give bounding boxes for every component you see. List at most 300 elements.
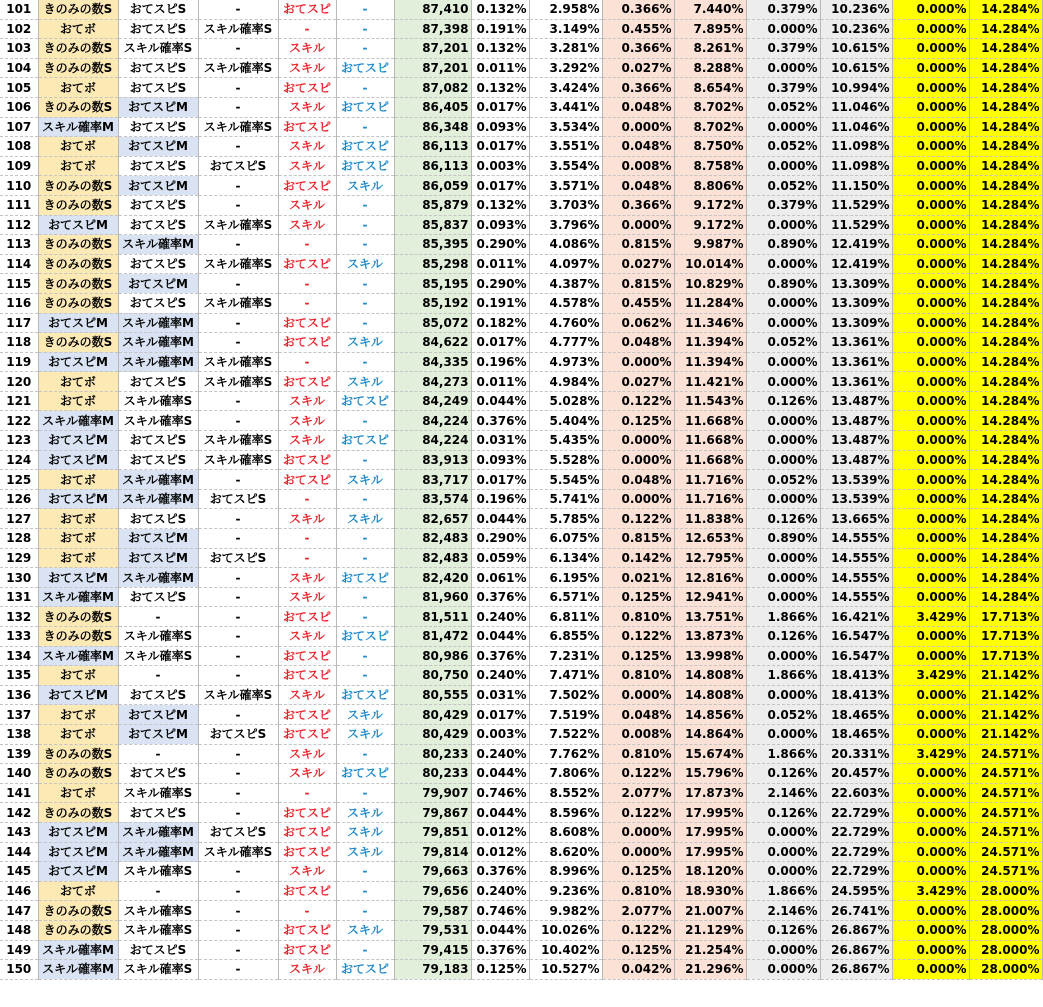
probability-d-cell[interactable]: 0.000% (892, 235, 969, 255)
nature-down-cell[interactable]: - (336, 39, 394, 59)
row-number-cell[interactable]: 146 (0, 881, 38, 901)
probability-d-cell[interactable]: 0.000% (892, 195, 969, 215)
probability-cell[interactable]: 0.290% (471, 274, 529, 294)
probability-d-cell[interactable]: 0.000% (892, 940, 969, 960)
nature-up-cell[interactable]: おてスピ (278, 842, 336, 862)
probability-cell[interactable]: 0.240% (471, 881, 529, 901)
row-number-cell[interactable]: 147 (0, 901, 38, 921)
probability-b-cell[interactable]: 0.125% (602, 587, 674, 607)
skill-slot-3-cell[interactable]: スキル確率S (198, 685, 278, 705)
skill-slot-3-cell[interactable]: おてスピS (198, 489, 278, 509)
probability-d-cell[interactable]: 0.000% (892, 450, 969, 470)
score-cell[interactable]: 79,814 (394, 842, 471, 862)
cumulative-probability-d-cell[interactable]: 28.000% (969, 920, 1042, 940)
cumulative-probability-b-cell[interactable]: 7.440% (674, 0, 746, 19)
skill-slot-1-cell[interactable]: おてボ (38, 137, 118, 157)
probability-d-cell[interactable]: 0.000% (892, 313, 969, 333)
probability-b-cell[interactable]: 0.027% (602, 372, 674, 392)
probability-cell[interactable]: 0.376% (471, 411, 529, 431)
skill-slot-1-cell[interactable]: きのみの数S (38, 333, 118, 353)
cumulative-probability-cell[interactable]: 6.075% (529, 529, 602, 549)
skill-slot-1-cell[interactable]: おてボ (38, 548, 118, 568)
cumulative-probability-b-cell[interactable]: 11.421% (674, 372, 746, 392)
skill-slot-2-cell[interactable]: おてスピM (118, 137, 198, 157)
cumulative-probability-b-cell[interactable]: 14.808% (674, 666, 746, 686)
skill-slot-2-cell[interactable]: おてスピM (118, 724, 198, 744)
nature-up-cell[interactable]: - (278, 274, 336, 294)
skill-slot-1-cell[interactable]: スキル確率M (38, 646, 118, 666)
cumulative-probability-c-cell[interactable]: 22.729% (820, 842, 892, 862)
skill-slot-2-cell[interactable]: スキル確率S (118, 627, 198, 647)
cumulative-probability-c-cell[interactable]: 13.487% (820, 450, 892, 470)
row-number-cell[interactable]: 144 (0, 842, 38, 862)
cumulative-probability-d-cell[interactable]: 14.284% (969, 450, 1042, 470)
probability-c-cell[interactable]: 0.000% (746, 724, 820, 744)
nature-up-cell[interactable]: おてスピ (278, 822, 336, 842)
probability-c-cell[interactable]: 0.126% (746, 627, 820, 647)
nature-down-cell[interactable]: - (336, 195, 394, 215)
cumulative-probability-c-cell[interactable]: 20.457% (820, 764, 892, 784)
nature-down-cell[interactable]: スキル (336, 254, 394, 274)
row-number-cell[interactable]: 136 (0, 685, 38, 705)
skill-slot-3-cell[interactable]: おてスピS (198, 548, 278, 568)
nature-up-cell[interactable]: スキル (278, 195, 336, 215)
cumulative-probability-c-cell[interactable]: 11.150% (820, 176, 892, 196)
skill-slot-2-cell[interactable]: おてスピS (118, 372, 198, 392)
cumulative-probability-c-cell[interactable]: 13.539% (820, 470, 892, 490)
cumulative-probability-b-cell[interactable]: 14.808% (674, 685, 746, 705)
probability-cell[interactable]: 0.093% (471, 215, 529, 235)
cumulative-probability-c-cell[interactable]: 10.615% (820, 58, 892, 78)
cumulative-probability-b-cell[interactable]: 15.796% (674, 764, 746, 784)
cumulative-probability-d-cell[interactable]: 24.571% (969, 842, 1042, 862)
skill-slot-1-cell[interactable]: おてボ (38, 705, 118, 725)
cumulative-probability-c-cell[interactable]: 18.413% (820, 685, 892, 705)
cumulative-probability-b-cell[interactable]: 12.795% (674, 548, 746, 568)
nature-up-cell[interactable]: おてスピ (278, 176, 336, 196)
probability-d-cell[interactable]: 0.000% (892, 176, 969, 196)
probability-c-cell[interactable]: 0.052% (746, 333, 820, 353)
cumulative-probability-c-cell[interactable]: 14.555% (820, 587, 892, 607)
nature-up-cell[interactable]: スキル (278, 156, 336, 176)
probability-d-cell[interactable]: 0.000% (892, 19, 969, 39)
cumulative-probability-cell[interactable]: 2.958% (529, 0, 602, 19)
cumulative-probability-d-cell[interactable]: 17.713% (969, 627, 1042, 647)
cumulative-probability-c-cell[interactable]: 22.603% (820, 783, 892, 803)
skill-slot-1-cell[interactable]: きのみの数S (38, 235, 118, 255)
probability-c-cell[interactable]: 0.000% (746, 940, 820, 960)
cumulative-probability-cell[interactable]: 3.292% (529, 58, 602, 78)
skill-slot-1-cell[interactable]: きのみの数S (38, 803, 118, 823)
skill-slot-3-cell[interactable]: - (198, 568, 278, 588)
probability-b-cell[interactable]: 0.000% (602, 450, 674, 470)
nature-up-cell[interactable]: スキル (278, 509, 336, 529)
row-number-cell[interactable]: 107 (0, 117, 38, 137)
skill-slot-1-cell[interactable]: きのみの数S (38, 195, 118, 215)
nature-up-cell[interactable]: - (278, 548, 336, 568)
nature-up-cell[interactable]: スキル (278, 58, 336, 78)
cumulative-probability-b-cell[interactable]: 11.668% (674, 411, 746, 431)
probability-b-cell[interactable]: 0.000% (602, 489, 674, 509)
cumulative-probability-b-cell[interactable]: 12.941% (674, 587, 746, 607)
nature-up-cell[interactable]: おてスピ (278, 803, 336, 823)
nature-down-cell[interactable]: - (336, 450, 394, 470)
probability-c-cell[interactable]: 0.890% (746, 274, 820, 294)
skill-slot-2-cell[interactable]: スキル確率S (118, 646, 198, 666)
skill-slot-1-cell[interactable]: おてボ (38, 78, 118, 98)
probability-cell[interactable]: 0.240% (471, 666, 529, 686)
probability-d-cell[interactable]: 0.000% (892, 254, 969, 274)
skill-slot-2-cell[interactable]: おてスピS (118, 254, 198, 274)
score-cell[interactable]: 85,072 (394, 313, 471, 333)
cumulative-probability-c-cell[interactable]: 11.046% (820, 97, 892, 117)
score-cell[interactable]: 82,657 (394, 509, 471, 529)
skill-slot-3-cell[interactable]: - (198, 607, 278, 627)
row-number-cell[interactable]: 105 (0, 78, 38, 98)
score-cell[interactable]: 79,183 (394, 960, 471, 980)
skill-slot-2-cell[interactable]: おてスピS (118, 450, 198, 470)
probability-cell[interactable]: 0.290% (471, 529, 529, 549)
nature-up-cell[interactable]: スキル (278, 97, 336, 117)
skill-slot-2-cell[interactable]: おてスピS (118, 509, 198, 529)
skill-slot-1-cell[interactable]: おてスピM (38, 431, 118, 451)
nature-down-cell[interactable]: - (336, 489, 394, 509)
probability-cell[interactable]: 0.044% (471, 627, 529, 647)
score-cell[interactable]: 79,415 (394, 940, 471, 960)
skill-slot-3-cell[interactable]: スキル確率S (198, 117, 278, 137)
skill-slot-1-cell[interactable]: スキル確率M (38, 940, 118, 960)
nature-down-cell[interactable]: - (336, 313, 394, 333)
score-cell[interactable]: 79,867 (394, 803, 471, 823)
nature-down-cell[interactable]: - (336, 235, 394, 255)
probability-d-cell[interactable]: 3.429% (892, 607, 969, 627)
probability-cell[interactable]: 0.376% (471, 940, 529, 960)
probability-d-cell[interactable]: 0.000% (892, 960, 969, 980)
cumulative-probability-b-cell[interactable]: 8.702% (674, 97, 746, 117)
nature-down-cell[interactable]: - (336, 352, 394, 372)
cumulative-probability-c-cell[interactable]: 26.741% (820, 901, 892, 921)
score-cell[interactable]: 85,298 (394, 254, 471, 274)
cumulative-probability-cell[interactable]: 8.620% (529, 842, 602, 862)
skill-slot-2-cell[interactable]: スキル確率M (118, 842, 198, 862)
cumulative-probability-d-cell[interactable]: 14.284% (969, 78, 1042, 98)
skill-slot-2-cell[interactable]: おてスピS (118, 0, 198, 19)
cumulative-probability-b-cell[interactable]: 14.864% (674, 724, 746, 744)
probability-d-cell[interactable]: 0.000% (892, 117, 969, 137)
probability-cell[interactable]: 0.044% (471, 920, 529, 940)
probability-b-cell[interactable]: 0.810% (602, 744, 674, 764)
cumulative-probability-d-cell[interactable]: 14.284% (969, 470, 1042, 490)
score-cell[interactable]: 85,192 (394, 293, 471, 313)
cumulative-probability-d-cell[interactable]: 14.284% (969, 97, 1042, 117)
skill-slot-1-cell[interactable]: おてスピM (38, 822, 118, 842)
cumulative-probability-c-cell[interactable]: 10.236% (820, 0, 892, 19)
score-cell[interactable]: 80,429 (394, 724, 471, 744)
cumulative-probability-b-cell[interactable]: 11.716% (674, 489, 746, 509)
skill-slot-3-cell[interactable]: - (198, 744, 278, 764)
cumulative-probability-d-cell[interactable]: 14.284% (969, 0, 1042, 19)
probability-cell[interactable]: 0.240% (471, 607, 529, 627)
probability-cell[interactable]: 0.240% (471, 744, 529, 764)
skill-slot-3-cell[interactable]: おてスピS (198, 822, 278, 842)
score-cell[interactable]: 79,531 (394, 920, 471, 940)
cumulative-probability-c-cell[interactable]: 13.665% (820, 509, 892, 529)
cumulative-probability-d-cell[interactable]: 14.284% (969, 391, 1042, 411)
cumulative-probability-d-cell[interactable]: 14.284% (969, 587, 1042, 607)
row-number-cell[interactable]: 120 (0, 372, 38, 392)
cumulative-probability-c-cell[interactable]: 18.413% (820, 666, 892, 686)
nature-down-cell[interactable]: おてスピ (336, 97, 394, 117)
cumulative-probability-c-cell[interactable]: 26.867% (820, 960, 892, 980)
probability-cell[interactable]: 0.031% (471, 685, 529, 705)
skill-slot-1-cell[interactable]: きのみの数S (38, 254, 118, 274)
cumulative-probability-c-cell[interactable]: 13.487% (820, 431, 892, 451)
probability-b-cell[interactable]: 0.815% (602, 274, 674, 294)
cumulative-probability-d-cell[interactable]: 14.284% (969, 548, 1042, 568)
cumulative-probability-b-cell[interactable]: 11.668% (674, 431, 746, 451)
probability-d-cell[interactable]: 0.000% (892, 568, 969, 588)
cumulative-probability-d-cell[interactable]: 14.284% (969, 39, 1042, 59)
nature-down-cell[interactable]: スキル (336, 333, 394, 353)
score-cell[interactable]: 82,483 (394, 548, 471, 568)
cumulative-probability-c-cell[interactable]: 22.729% (820, 822, 892, 842)
score-cell[interactable]: 86,348 (394, 117, 471, 137)
score-cell[interactable]: 80,233 (394, 764, 471, 784)
nature-up-cell[interactable]: - (278, 293, 336, 313)
skill-slot-3-cell[interactable]: - (198, 195, 278, 215)
probability-cell[interactable]: 0.044% (471, 391, 529, 411)
skill-slot-3-cell[interactable]: - (198, 0, 278, 19)
probability-d-cell[interactable]: 0.000% (892, 627, 969, 647)
probability-cell[interactable]: 0.017% (471, 137, 529, 157)
probability-c-cell[interactable]: 0.000% (746, 489, 820, 509)
cumulative-probability-d-cell[interactable]: 17.713% (969, 607, 1042, 627)
score-cell[interactable]: 84,249 (394, 391, 471, 411)
cumulative-probability-c-cell[interactable]: 18.465% (820, 724, 892, 744)
cumulative-probability-d-cell[interactable]: 14.284% (969, 58, 1042, 78)
skill-slot-2-cell[interactable]: スキル確率S (118, 920, 198, 940)
skill-slot-2-cell[interactable]: スキル確率M (118, 489, 198, 509)
nature-up-cell[interactable]: - (278, 489, 336, 509)
skill-slot-1-cell[interactable]: おてボ (38, 156, 118, 176)
probability-cell[interactable]: 0.011% (471, 372, 529, 392)
skill-slot-1-cell[interactable]: きのみの数S (38, 901, 118, 921)
nature-up-cell[interactable]: スキル (278, 568, 336, 588)
cumulative-probability-d-cell[interactable]: 28.000% (969, 960, 1042, 980)
score-cell[interactable]: 81,472 (394, 627, 471, 647)
skill-slot-3-cell[interactable]: - (198, 920, 278, 940)
probability-c-cell[interactable]: 0.379% (746, 0, 820, 19)
nature-up-cell[interactable]: スキル (278, 39, 336, 59)
cumulative-probability-d-cell[interactable]: 14.284% (969, 137, 1042, 157)
probability-b-cell[interactable]: 0.027% (602, 254, 674, 274)
cumulative-probability-c-cell[interactable]: 14.555% (820, 529, 892, 549)
probability-d-cell[interactable]: 0.000% (892, 646, 969, 666)
probability-cell[interactable]: 0.003% (471, 724, 529, 744)
skill-slot-3-cell[interactable]: - (198, 78, 278, 98)
probability-cell[interactable]: 0.093% (471, 117, 529, 137)
row-number-cell[interactable]: 125 (0, 470, 38, 490)
cumulative-probability-d-cell[interactable]: 21.142% (969, 685, 1042, 705)
nature-up-cell[interactable]: スキル (278, 862, 336, 882)
skill-slot-2-cell[interactable]: スキル確率M (118, 333, 198, 353)
cumulative-probability-c-cell[interactable]: 13.361% (820, 352, 892, 372)
skill-slot-2-cell[interactable]: おてスピS (118, 431, 198, 451)
cumulative-probability-d-cell[interactable]: 14.284% (969, 509, 1042, 529)
skill-slot-1-cell[interactable]: おてスピM (38, 568, 118, 588)
probability-d-cell[interactable]: 0.000% (892, 411, 969, 431)
nature-up-cell[interactable]: スキル (278, 431, 336, 451)
cumulative-probability-cell[interactable]: 7.471% (529, 666, 602, 686)
probability-c-cell[interactable]: 1.866% (746, 666, 820, 686)
skill-slot-2-cell[interactable]: スキル確率S (118, 960, 198, 980)
cumulative-probability-c-cell[interactable]: 26.867% (820, 940, 892, 960)
cumulative-probability-c-cell[interactable]: 24.595% (820, 881, 892, 901)
probability-cell[interactable]: 0.182% (471, 313, 529, 333)
probability-d-cell[interactable]: 0.000% (892, 156, 969, 176)
probability-c-cell[interactable]: 0.379% (746, 195, 820, 215)
cumulative-probability-cell[interactable]: 8.608% (529, 822, 602, 842)
cumulative-probability-d-cell[interactable]: 21.142% (969, 724, 1042, 744)
probability-d-cell[interactable]: 0.000% (892, 783, 969, 803)
skill-slot-2-cell[interactable]: スキル確率S (118, 39, 198, 59)
cumulative-probability-c-cell[interactable]: 14.555% (820, 568, 892, 588)
cumulative-probability-b-cell[interactable]: 12.653% (674, 529, 746, 549)
score-cell[interactable]: 83,913 (394, 450, 471, 470)
skill-slot-3-cell[interactable]: スキル確率S (198, 254, 278, 274)
cumulative-probability-cell[interactable]: 5.404% (529, 411, 602, 431)
cumulative-probability-d-cell[interactable]: 17.713% (969, 646, 1042, 666)
skill-slot-1-cell[interactable]: きのみの数S (38, 0, 118, 19)
probability-cell[interactable]: 0.191% (471, 19, 529, 39)
nature-down-cell[interactable]: - (336, 901, 394, 921)
probability-d-cell[interactable]: 0.000% (892, 352, 969, 372)
score-cell[interactable]: 84,622 (394, 333, 471, 353)
probability-c-cell[interactable]: 0.000% (746, 411, 820, 431)
cumulative-probability-c-cell[interactable]: 11.046% (820, 117, 892, 137)
probability-d-cell[interactable]: 0.000% (892, 0, 969, 19)
skill-slot-1-cell[interactable]: きのみの数S (38, 607, 118, 627)
probability-cell[interactable]: 0.017% (471, 470, 529, 490)
skill-slot-1-cell[interactable]: きのみの数S (38, 293, 118, 313)
row-number-cell[interactable]: 150 (0, 960, 38, 980)
nature-down-cell[interactable]: - (336, 293, 394, 313)
probability-cell[interactable]: 0.196% (471, 352, 529, 372)
score-cell[interactable]: 84,224 (394, 411, 471, 431)
nature-up-cell[interactable]: スキル (278, 587, 336, 607)
cumulative-probability-cell[interactable]: 5.435% (529, 431, 602, 451)
cumulative-probability-b-cell[interactable]: 21.254% (674, 940, 746, 960)
probability-c-cell[interactable]: 0.000% (746, 215, 820, 235)
score-cell[interactable]: 80,986 (394, 646, 471, 666)
cumulative-probability-b-cell[interactable]: 17.995% (674, 822, 746, 842)
nature-up-cell[interactable]: おてスピ (278, 724, 336, 744)
nature-down-cell[interactable]: おてスピ (336, 627, 394, 647)
cumulative-probability-d-cell[interactable]: 14.284% (969, 333, 1042, 353)
row-number-cell[interactable]: 104 (0, 58, 38, 78)
probability-cell[interactable]: 0.031% (471, 431, 529, 451)
skill-slot-3-cell[interactable]: - (198, 391, 278, 411)
probability-b-cell[interactable]: 0.048% (602, 333, 674, 353)
score-cell[interactable]: 85,837 (394, 215, 471, 235)
cumulative-probability-d-cell[interactable]: 14.284% (969, 215, 1042, 235)
row-number-cell[interactable]: 102 (0, 19, 38, 39)
nature-up-cell[interactable]: スキル (278, 215, 336, 235)
cumulative-probability-b-cell[interactable]: 8.702% (674, 117, 746, 137)
skill-slot-1-cell[interactable]: おてボ (38, 783, 118, 803)
row-number-cell[interactable]: 115 (0, 274, 38, 294)
probability-cell[interactable]: 0.132% (471, 0, 529, 19)
probability-c-cell[interactable]: 0.000% (746, 352, 820, 372)
skill-slot-2-cell[interactable]: おてスピM (118, 548, 198, 568)
score-cell[interactable]: 80,233 (394, 744, 471, 764)
skill-slot-2-cell[interactable]: スキル確率S (118, 862, 198, 882)
cumulative-probability-b-cell[interactable]: 11.668% (674, 450, 746, 470)
skill-slot-3-cell[interactable]: - (198, 960, 278, 980)
cumulative-probability-cell[interactable]: 7.231% (529, 646, 602, 666)
cumulative-probability-c-cell[interactable]: 16.547% (820, 646, 892, 666)
skill-slot-3-cell[interactable]: スキル確率S (198, 372, 278, 392)
skill-slot-2-cell[interactable]: スキル確率M (118, 568, 198, 588)
cumulative-probability-cell[interactable]: 3.424% (529, 78, 602, 98)
cumulative-probability-c-cell[interactable]: 14.555% (820, 548, 892, 568)
skill-slot-3-cell[interactable]: - (198, 587, 278, 607)
cumulative-probability-d-cell[interactable]: 21.142% (969, 705, 1042, 725)
probability-b-cell[interactable]: 0.048% (602, 176, 674, 196)
nature-down-cell[interactable]: スキル (336, 920, 394, 940)
skill-slot-1-cell[interactable]: きのみの数S (38, 627, 118, 647)
cumulative-probability-c-cell[interactable]: 10.615% (820, 39, 892, 59)
nature-down-cell[interactable]: おてスピ (336, 685, 394, 705)
probability-c-cell[interactable]: 0.000% (746, 822, 820, 842)
nature-up-cell[interactable]: おてスピ (278, 607, 336, 627)
skill-slot-2-cell[interactable]: おてスピS (118, 58, 198, 78)
row-number-cell[interactable]: 122 (0, 411, 38, 431)
cumulative-probability-c-cell[interactable]: 13.309% (820, 313, 892, 333)
probability-cell[interactable]: 0.746% (471, 901, 529, 921)
cumulative-probability-b-cell[interactable]: 13.873% (674, 627, 746, 647)
probability-b-cell[interactable]: 0.455% (602, 19, 674, 39)
probability-c-cell[interactable]: 0.000% (746, 58, 820, 78)
score-cell[interactable]: 86,405 (394, 97, 471, 117)
score-cell[interactable]: 86,113 (394, 156, 471, 176)
row-number-cell[interactable]: 108 (0, 137, 38, 157)
probability-c-cell[interactable]: 0.000% (746, 313, 820, 333)
skill-slot-1-cell[interactable]: おてボ (38, 666, 118, 686)
nature-up-cell[interactable]: スキル (278, 391, 336, 411)
cumulative-probability-d-cell[interactable]: 14.284% (969, 19, 1042, 39)
nature-up-cell[interactable]: - (278, 19, 336, 39)
score-cell[interactable]: 87,398 (394, 19, 471, 39)
nature-down-cell[interactable]: - (336, 607, 394, 627)
cumulative-probability-b-cell[interactable]: 11.394% (674, 333, 746, 353)
cumulative-probability-cell[interactable]: 10.402% (529, 940, 602, 960)
probability-cell[interactable]: 0.132% (471, 78, 529, 98)
nature-up-cell[interactable]: おてスピ (278, 254, 336, 274)
probability-b-cell[interactable]: 0.048% (602, 470, 674, 490)
probability-d-cell[interactable]: 0.000% (892, 372, 969, 392)
nature-up-cell[interactable]: おてスピ (278, 0, 336, 19)
probability-d-cell[interactable]: 0.000% (892, 548, 969, 568)
row-number-cell[interactable]: 133 (0, 627, 38, 647)
probability-c-cell[interactable]: 0.000% (746, 862, 820, 882)
probability-b-cell[interactable]: 0.122% (602, 391, 674, 411)
probability-c-cell[interactable]: 1.866% (746, 881, 820, 901)
probability-cell[interactable]: 0.003% (471, 156, 529, 176)
probability-b-cell[interactable]: 0.815% (602, 235, 674, 255)
probability-c-cell[interactable]: 0.126% (746, 764, 820, 784)
row-number-cell[interactable]: 117 (0, 313, 38, 333)
